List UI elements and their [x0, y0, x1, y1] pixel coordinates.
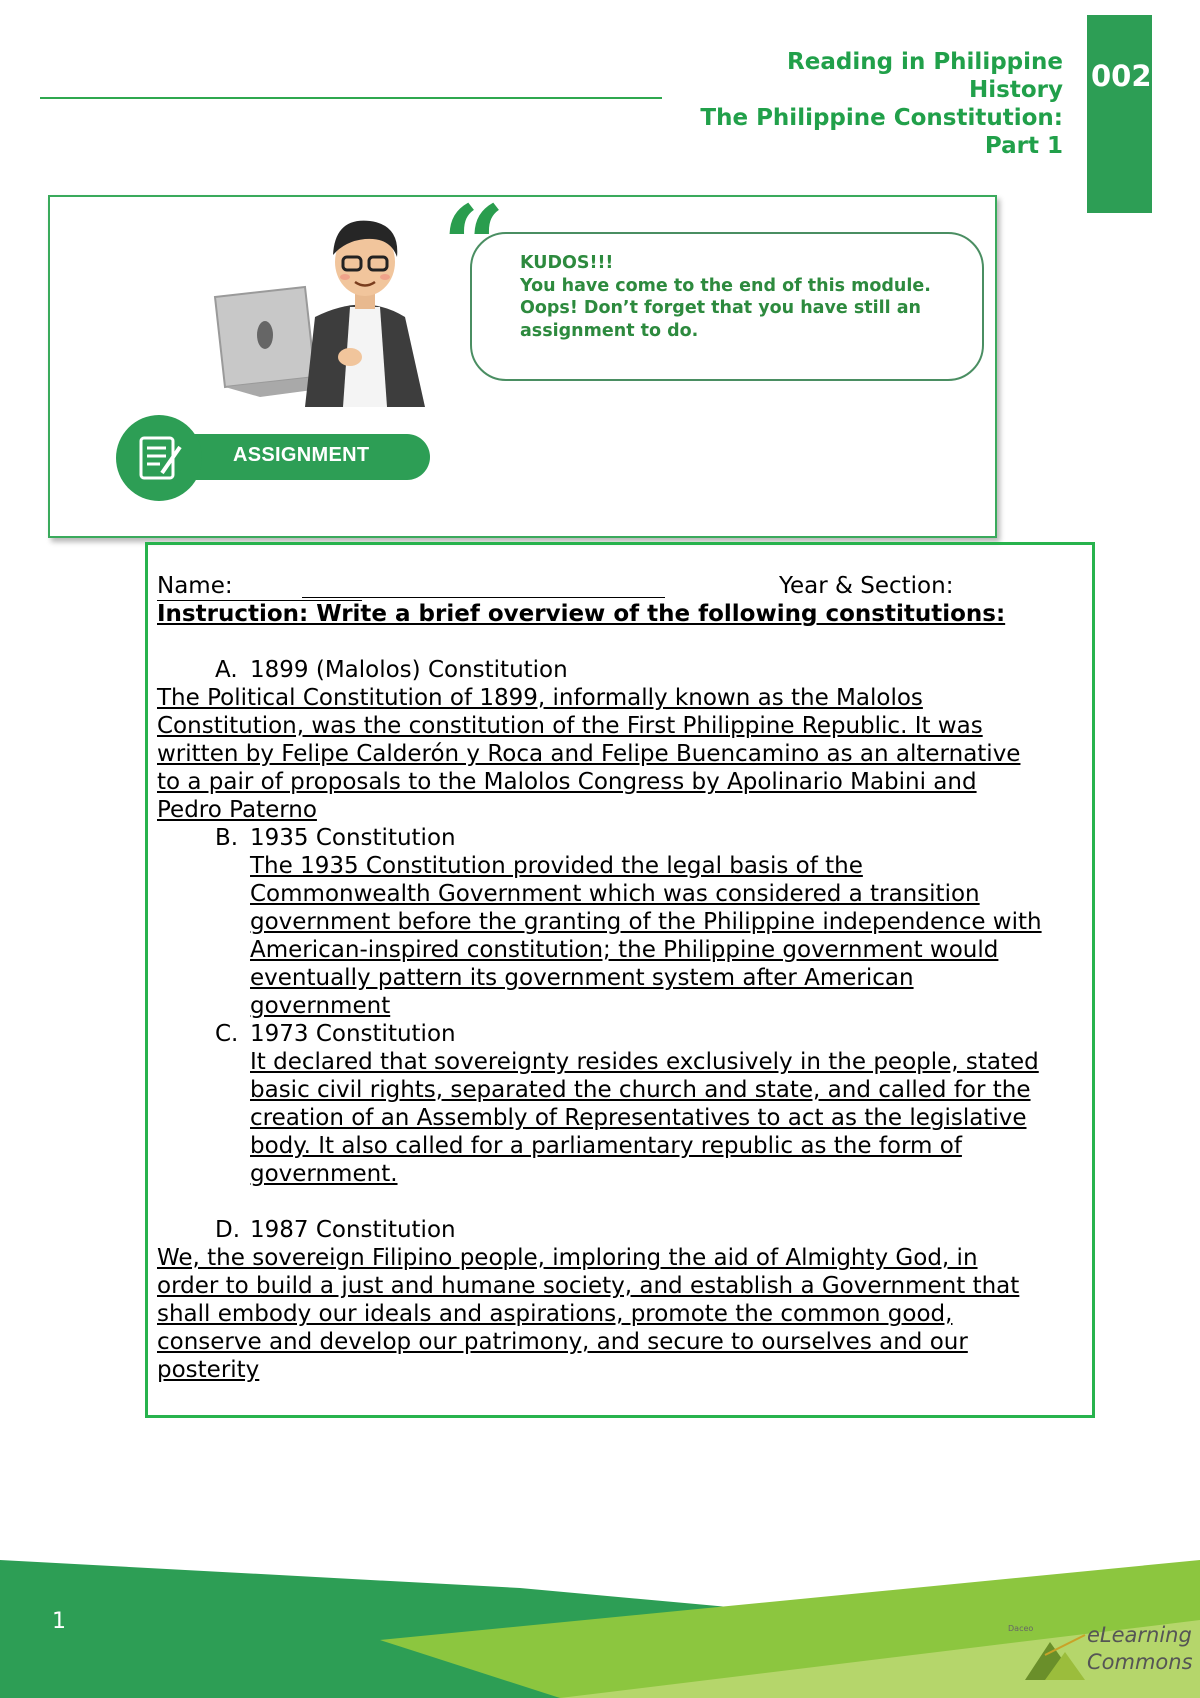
logo-line2: Commons — [1087, 1650, 1193, 1674]
answer-line: conserve and develop our patrimony, and secure to ourselves and our — [157, 1329, 968, 1355]
spacer — [157, 1188, 1087, 1216]
bubble-message — [520, 252, 931, 342]
teacher-illustration — [165, 207, 485, 407]
bubble-title: KUDOS!!! — [520, 253, 614, 273]
instruction-text: Instruction: Write a brief overview of the following constitutions: — [157, 601, 1006, 627]
answer-line: order to build a just and humane society, and establish a Government that — [157, 1273, 1020, 1299]
section-letter: A. — [215, 657, 238, 683]
logo-small-text: Daceo — [1008, 1624, 1034, 1633]
year-section-row — [157, 600, 1087, 628]
bubble-line: Oops! Don’t forget that you have still an — [520, 298, 921, 318]
module-number-tab — [1087, 15, 1152, 213]
answer-line: basic civil rights, separated the church and state, and called for the — [250, 1077, 1031, 1103]
assignment-banner — [48, 181, 997, 538]
name-label: Name: — [157, 573, 233, 599]
answer-line: government — [250, 993, 391, 1019]
section-heading-a — [157, 656, 1087, 684]
answer-line: American-inspired constitution; the Philippine government would — [250, 937, 999, 963]
section-title: 1973 Constitution — [250, 1021, 456, 1047]
answer-line: written by Felipe Calderón y Roca and Felipe Buencamino as an alternative — [157, 741, 1021, 767]
assignment-label: ASSIGNMENT — [233, 444, 370, 466]
section-letter: B. — [215, 825, 239, 851]
bubble-line: You have come to the end of this module. — [520, 275, 931, 296]
answer-line: government before the granting of the Philippine independence with — [250, 909, 1042, 935]
answer-line: body. It also called for a parliamentary republic as the form of — [250, 1133, 962, 1159]
section-letter: D. — [215, 1217, 241, 1243]
page-number: 1 — [52, 1609, 66, 1634]
spacer — [157, 628, 1087, 656]
year-section-label: Year & Section: — [779, 573, 954, 599]
answer-line: to a pair of proposals to the Malolos Congress by Apolinario Mabini and — [157, 769, 977, 795]
answer-line: eventually pattern its government system after American — [250, 965, 914, 991]
answer-line: shall embody our ideals and aspirations, promote the common good, — [157, 1301, 953, 1327]
course-title-line1: Reading in Philippine — [787, 49, 1063, 75]
topic-title-line2: Part 1 — [984, 133, 1063, 159]
section-title: 1899 (Malolos) Constitution — [250, 657, 568, 683]
quote-mark-icon: “ — [442, 181, 506, 310]
answer-line: The Political Constitution of 1899, informally known as the Malolos — [157, 685, 923, 711]
answer-line: posterity — [157, 1357, 260, 1383]
answer-line: It declared that sovereignty resides exclusively in the people, stated — [250, 1049, 1039, 1075]
course-title-line2: History — [969, 77, 1063, 103]
answer-line: We, the sovereign Filipino people, imploring the aid of Almighty God, in — [157, 1245, 978, 1271]
name-blank[interactable] — [302, 597, 665, 598]
assignment-badge — [116, 415, 202, 501]
topic-title-line1: The Philippine Constitution: — [700, 105, 1063, 131]
answer-line: government. — [250, 1161, 398, 1187]
answer-line: Commonwealth Government which was considered a transition — [250, 881, 980, 907]
bubble-line: assignment to do. — [520, 320, 699, 341]
section-title: 1987 Constitution — [250, 1217, 456, 1243]
answer-line: creation of an Assembly of Representatives to act as the legislative — [250, 1105, 1027, 1131]
document-pen-icon — [116, 415, 202, 501]
section-letter: C. — [215, 1021, 239, 1047]
header-title — [700, 48, 1063, 160]
module-number: 002 — [1091, 59, 1152, 93]
header-rule — [40, 97, 662, 99]
answer-line: Constitution, was the constitution of the First Philippine Republic. It was — [157, 713, 983, 739]
logo-line1: eLearning — [1087, 1623, 1192, 1647]
answer-line: Pedro Paterno — [157, 797, 317, 823]
section-title: 1935 Constitution — [250, 825, 456, 851]
section-heading-c — [157, 1020, 1087, 1048]
name-row — [157, 572, 1087, 600]
assignment-form — [157, 572, 1087, 1384]
section-heading-b — [157, 824, 1087, 852]
logo-text — [1087, 1622, 1193, 1676]
section-heading-d — [157, 1216, 1087, 1244]
answer-line: The 1935 Constitution provided the legal basis of the — [250, 853, 863, 879]
